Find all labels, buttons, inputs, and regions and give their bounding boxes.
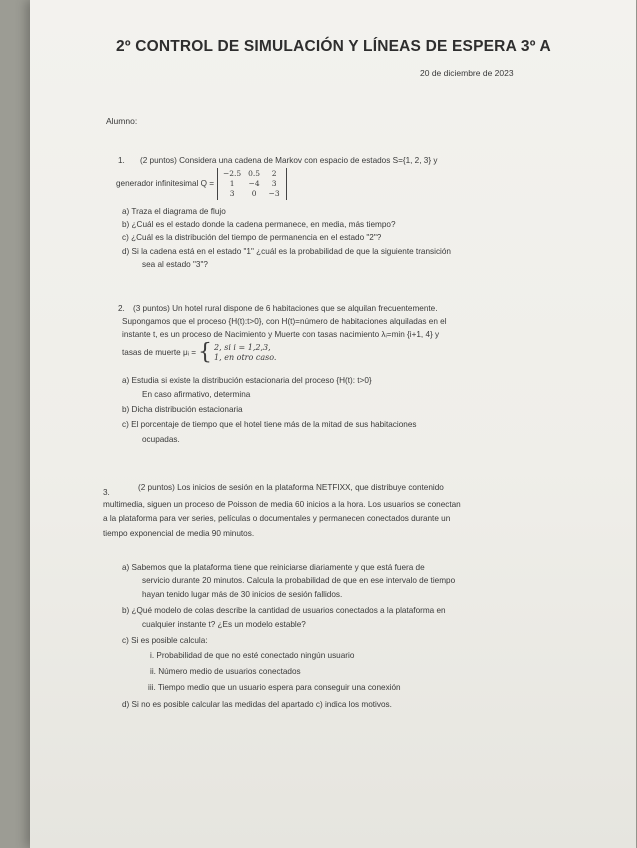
q3-number: 3.	[103, 488, 110, 497]
q3-item-c: c) Si es posible calcula:	[122, 636, 208, 645]
q2-case2: 1, en otro caso.	[214, 353, 277, 362]
q1-item-b: b) ¿Cuál es el estado donde la cadena permanece, en media, más tiempo?	[122, 220, 396, 229]
q3-item-a-line2: servicio durante 20 minutos. Calcula la probabilidad de que en ese intervalo de tiempo	[142, 576, 456, 585]
q2-item-a-line2: En caso afirmativo, determina	[142, 390, 251, 399]
q1-item-c: c) ¿Cuál es la distribución del tiempo de permanencia en el estado "2"?	[122, 233, 382, 242]
q3-item-d: d) Si no es posible calcular las medidas del apartado c) indica los motivos.	[122, 700, 392, 709]
exam-date: 20 de diciembre de 2023	[420, 68, 514, 78]
matrix-cell: 3	[271, 179, 277, 188]
q1-item-d-line2: sea al estado "3"?	[142, 260, 208, 269]
q3-item-b-line2: cualquier instante t? ¿Es un modelo estable?	[142, 620, 306, 629]
matrix-cell: 2	[271, 169, 277, 178]
q3-item-c-iii: iii. Tiempo medio que un usuario espera para conseguir una conexión	[148, 683, 401, 692]
q2-item-c-line1: c) El porcentaje de tiempo que el hotel tiene más de la mitad de sus habitaciones	[122, 420, 417, 429]
q3-item-c-ii: ii. Número medio de usuarios conectados	[150, 667, 301, 676]
q3-line1: (2 puntos) Los inicios de sesión en la plataforma NETFIXX, que distribuye contenido	[138, 483, 444, 492]
q3-line4: tiempo exponencial de media 90 minutos.	[103, 529, 255, 538]
matrix-cell: 1	[229, 179, 235, 188]
q3-item-a-line3: hayan tenido lugar más de 30 inicios de sesión fallidos.	[142, 590, 343, 599]
matrix-cell: 0	[251, 189, 257, 198]
brace-glyph: {	[198, 340, 213, 365]
student-label: Alumno:	[106, 116, 138, 126]
matrix-cell: −4	[248, 179, 260, 188]
q2-line2: Supongamos que el proceso {H(t):t>0}, con H(t)=número de habitaciones alquiladas en el	[122, 317, 447, 326]
q1-intro-line2: generador infinitesimal Q =	[116, 179, 215, 188]
exam-sheet	[30, 0, 636, 848]
matrix-cell: 0.5	[248, 169, 261, 178]
matrix-cell: −2.5	[222, 169, 242, 178]
q2-number: 2.	[118, 304, 125, 313]
q1-intro-line1: (2 puntos) Considera una cadena de Markov con espacio de estados S={1, 2, 3} y	[140, 156, 438, 165]
q3-item-b-line1: b) ¿Qué modelo de colas describe la cantidad de usuarios conectados a la plataforma en	[122, 606, 446, 615]
q1-matrix	[217, 168, 287, 200]
matrix-cell: −3	[268, 189, 280, 198]
q2-line3: instante t, es un proceso de Nacimiento y Muerte con tasas nacimiento λᵢ=min {i+1, 4} y	[122, 330, 440, 339]
q2-case1: 2, si i = 1,2,3,	[214, 343, 271, 352]
q3-line2: multimedia, siguen un proceso de Poisson de media 60 inicios a la hora. Los usuarios se conectan	[103, 500, 461, 509]
q3-line3: a la plataforma para ver series, películas o documentales y permanecen conectados durante un	[103, 514, 451, 523]
q2-line4: tasas de muerte μᵢ =	[122, 348, 197, 357]
q2-cases	[196, 340, 277, 365]
q1-generator	[116, 168, 287, 200]
q2-item-c-line2: ocupadas.	[142, 435, 180, 444]
q3-item-c-i: i. Probabilidad de que no esté conectado ningún usuario	[150, 651, 355, 660]
q2-item-b: b) Dicha distribución estacionaria	[122, 405, 243, 414]
exam-title: 2º CONTROL DE SIMULACIÓN Y LÍNEAS DE ESPERA 3º A	[116, 38, 551, 55]
q3-item-a-line1: a) Sabemos que la plataforma tiene que reiniciarse diariamente y que está fuera de	[122, 563, 425, 572]
q2-item-a-line1: a) Estudia si existe la distribución estacionaria del proceso {H(t): t>0}	[122, 376, 372, 385]
matrix-cell: 3	[229, 189, 235, 198]
q1-item-d-line1: d) Si la cadena está en el estado "1" ¿cuál es la probabilidad de que la siguiente transición	[122, 247, 451, 256]
q2-line1: (3 puntos) Un hotel rural dispone de 6 habitaciones que se alquilan frecuentemente.	[133, 304, 438, 313]
q2-death-rates	[122, 340, 277, 365]
q1-number: 1.	[118, 156, 125, 165]
q1-item-a: a) Traza el diagrama de flujo	[122, 207, 226, 216]
